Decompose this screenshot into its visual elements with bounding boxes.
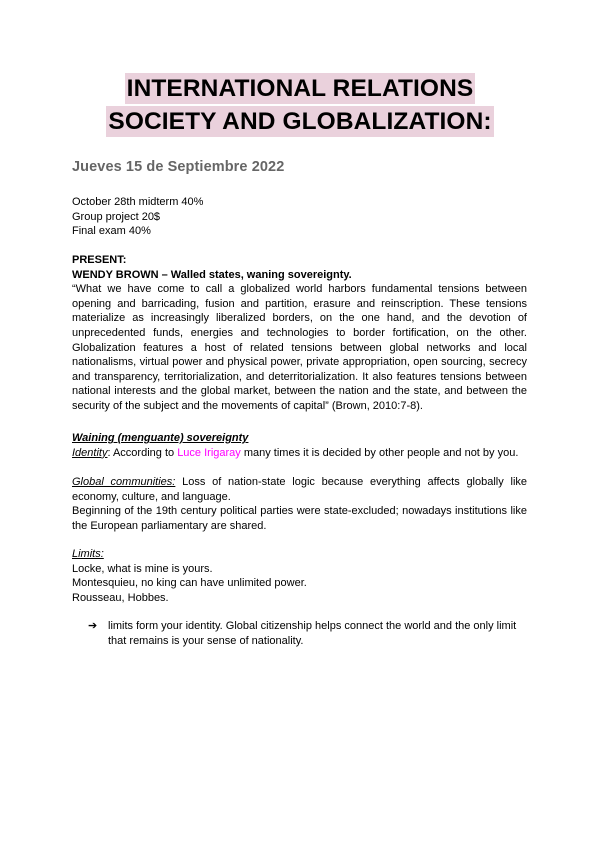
global-section bbox=[72, 475, 527, 533]
document-title bbox=[0, 72, 600, 138]
brown-quote: “What we have come to call a globalized world harbors fundamental tensions between opening and barricading, fusion and partition, erasure and reinscription. These tensions materialize as increasingly liberalized borders, on the one hand, and the devotion of unprecedented funds, energies and technologies to border fortification, on the other. Globalization features a host of related tensions between global networks and local nationalisms, virtual power and physical power, private appropriation, open sourcing, secrecy and transparency, territorialization, and deterritorialization. It also features tensions between national interests and the global market, between the nation and the state, and between the security of the subject and the movements of capital” (Brown, 2010:7-8). bbox=[72, 283, 527, 412]
bullet-text: limits form your identity. Global citizenship helps connect the world and the only limit that remains is your sense of nationality. bbox=[108, 620, 517, 647]
grades-list bbox=[72, 195, 527, 239]
limits-section bbox=[72, 547, 527, 605]
identity-paragraph bbox=[72, 446, 527, 461]
global-paragraph bbox=[72, 475, 527, 504]
limits-line: Locke, what is mine is yours. bbox=[72, 562, 213, 575]
global-paragraph-2: Beginning of the 19th century political parties were state-excluded; nowadays institutions like the European parliamentary are shared. bbox=[72, 505, 527, 532]
identity-text-after: many times it is decided by other people and not by you. bbox=[240, 446, 519, 459]
limits-line: Montesquieu, no king can have unlimited power. bbox=[72, 577, 307, 590]
global-label: Global communities: bbox=[72, 476, 176, 488]
irigaray-name: Luce Irigaray bbox=[177, 446, 241, 459]
author-line: WENDY BROWN – Walled states, waning sovereignty. bbox=[72, 268, 352, 281]
title-line-1: INTERNATIONAL RELATIONS bbox=[126, 75, 474, 102]
global-text-1: Loss of nation-state logic because everything affects globally like economy, culture, and language. bbox=[72, 476, 528, 503]
grade-item: October 28th midterm 40% bbox=[72, 196, 204, 208]
waining-section bbox=[72, 431, 527, 460]
identity-text-before: : According to bbox=[107, 446, 178, 459]
grade-item: Group project 20$ bbox=[72, 210, 161, 223]
limits-label: Limits: bbox=[72, 548, 104, 560]
identity-label: Identity bbox=[72, 446, 108, 459]
present-heading: PRESENT: bbox=[72, 254, 127, 266]
grade-item: Final exam 40% bbox=[72, 225, 151, 238]
title-line-2: SOCIETY AND GLOBALIZATION: bbox=[108, 108, 492, 135]
limits-line: Rousseau, Hobbes. bbox=[72, 591, 169, 604]
waining-heading: Waining (menguante) sovereignty bbox=[72, 432, 249, 444]
arrow-bullet-icon: ➔ bbox=[88, 620, 98, 632]
present-section bbox=[72, 253, 527, 414]
bullet-item bbox=[88, 619, 528, 648]
date-subtitle: Jueves 15 de Septiembre 2022 bbox=[72, 159, 285, 175]
